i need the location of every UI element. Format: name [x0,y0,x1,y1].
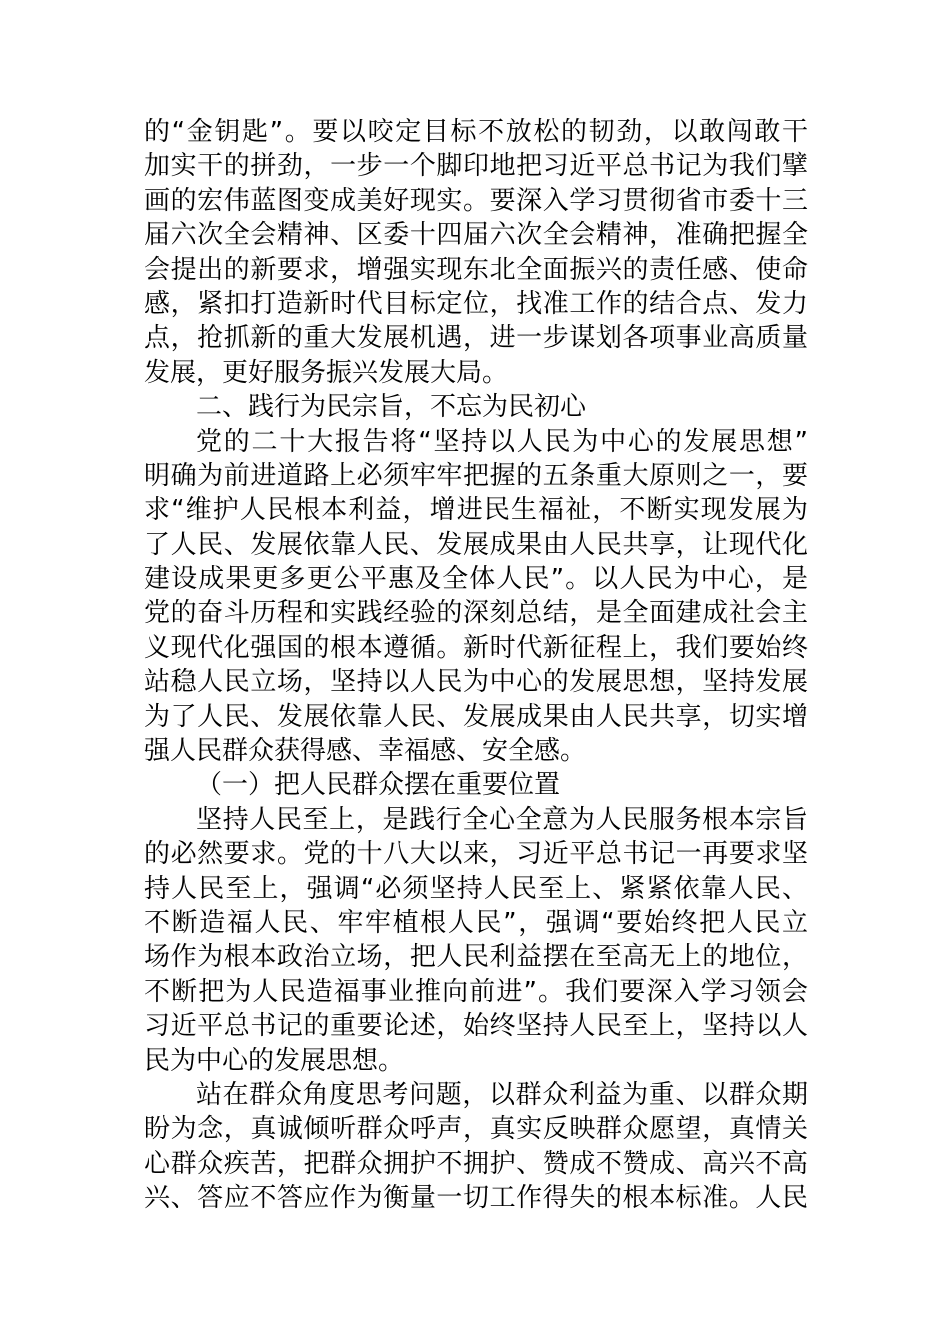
paragraph-line: 站在群众角度思考问题，以群众利益为重、以群众期 [196,1079,808,1110]
section-heading: （一）把人民群众摆在重要位置 [196,770,561,801]
paragraph-line: 盼为念，真诚倾听群众呼声，真实反映群众愿望，真情关 [144,1114,808,1145]
paragraph-line: 了人民、发展依靠人民、发展成果由人民共享，让现代化 [144,529,808,560]
paragraph-line: 加实干的拼劲，一步一个脚印地把习近平总书记为我们擘 [144,151,808,182]
paragraph-line: 画的宏伟蓝图变成美好现实。要深入学习贯彻省市委十三 [144,185,808,216]
paragraph-line: 明确为前进道路上必须牢牢把握的五条重大原则之一，要 [144,460,808,491]
paragraph-line: 不断造福人民、牢牢植根人民”，强调“要始终把人民立 [144,907,808,938]
paragraph-line: 坚持人民至上，是践行全心全意为人民服务根本宗旨 [196,804,808,835]
section-heading: 二、践行为民宗旨，不忘为民初心 [196,392,587,423]
paragraph-line: 求“维护人民根本利益，增进民生福祉，不断实现发展为 [144,495,808,526]
paragraph-line: 站稳人民立场，坚持以人民为中心的发展思想，坚持发展 [144,667,808,698]
paragraph-line: 发展，更好服务振兴发展大局。 [144,357,509,388]
document-body [144,115,808,1216]
paragraph-line: 的必然要求。党的十八大以来，习近平总书记一再要求坚 [144,839,808,870]
paragraph-line: 建设成果更多更公平惠及全体人民”。以人民为中心，是 [144,564,808,595]
paragraph-line: 义现代化强国的根本遵循。新时代新征程上，我们要始终 [144,632,808,663]
paragraph-line: 场作为根本政治立场，把人民利益摆在至高无上的地位， [144,942,808,973]
paragraph-line: 为了人民、发展依靠人民、发展成果由人民共享，切实增 [144,701,808,732]
paragraph-line: 强人民群众获得感、幸福感、安全感。 [144,736,587,767]
paragraph-line: 的“金钥匙”。要以咬定目标不放松的韧劲，以敢闯敢干 [144,117,808,147]
paragraph-line: 持人民至上，强调“必须坚持人民至上、紧紧依靠人民、 [144,873,808,904]
paragraph-line: 习近平总书记的重要论述，始终坚持人民至上，坚持以人 [144,1011,808,1042]
paragraph-line: 兴、答应不答应作为衡量一切工作得失的根本标准。人民 [144,1183,808,1214]
paragraph-line: 感，紧扣打造新时代目标定位，找准工作的结合点、发力 [144,288,808,319]
paragraph-line: 届六次全会精神、区委十四届六次全会精神，准确把握全 [144,220,808,251]
paragraph-line: 党的奋斗历程和实践经验的深刻总结，是全面建成社会主 [144,598,808,629]
paragraph-line: 党的二十大报告将“坚持以人民为中心的发展思想” [196,426,808,457]
paragraph-line: 民为中心的发展思想。 [144,1045,405,1076]
paragraph-line: 不断把为人民造福事业推向前进”。我们要深入学习领会 [144,976,808,1007]
paragraph-line: 点，抢抓新的重大发展机遇，进一步谋划各项事业高质量 [144,323,808,354]
paragraph-line: 心群众疾苦，把群众拥护不拥护、赞成不赞成、高兴不高 [144,1148,808,1179]
paragraph-line: 会提出的新要求，增强实现东北全面振兴的责任感、使命 [144,254,808,285]
